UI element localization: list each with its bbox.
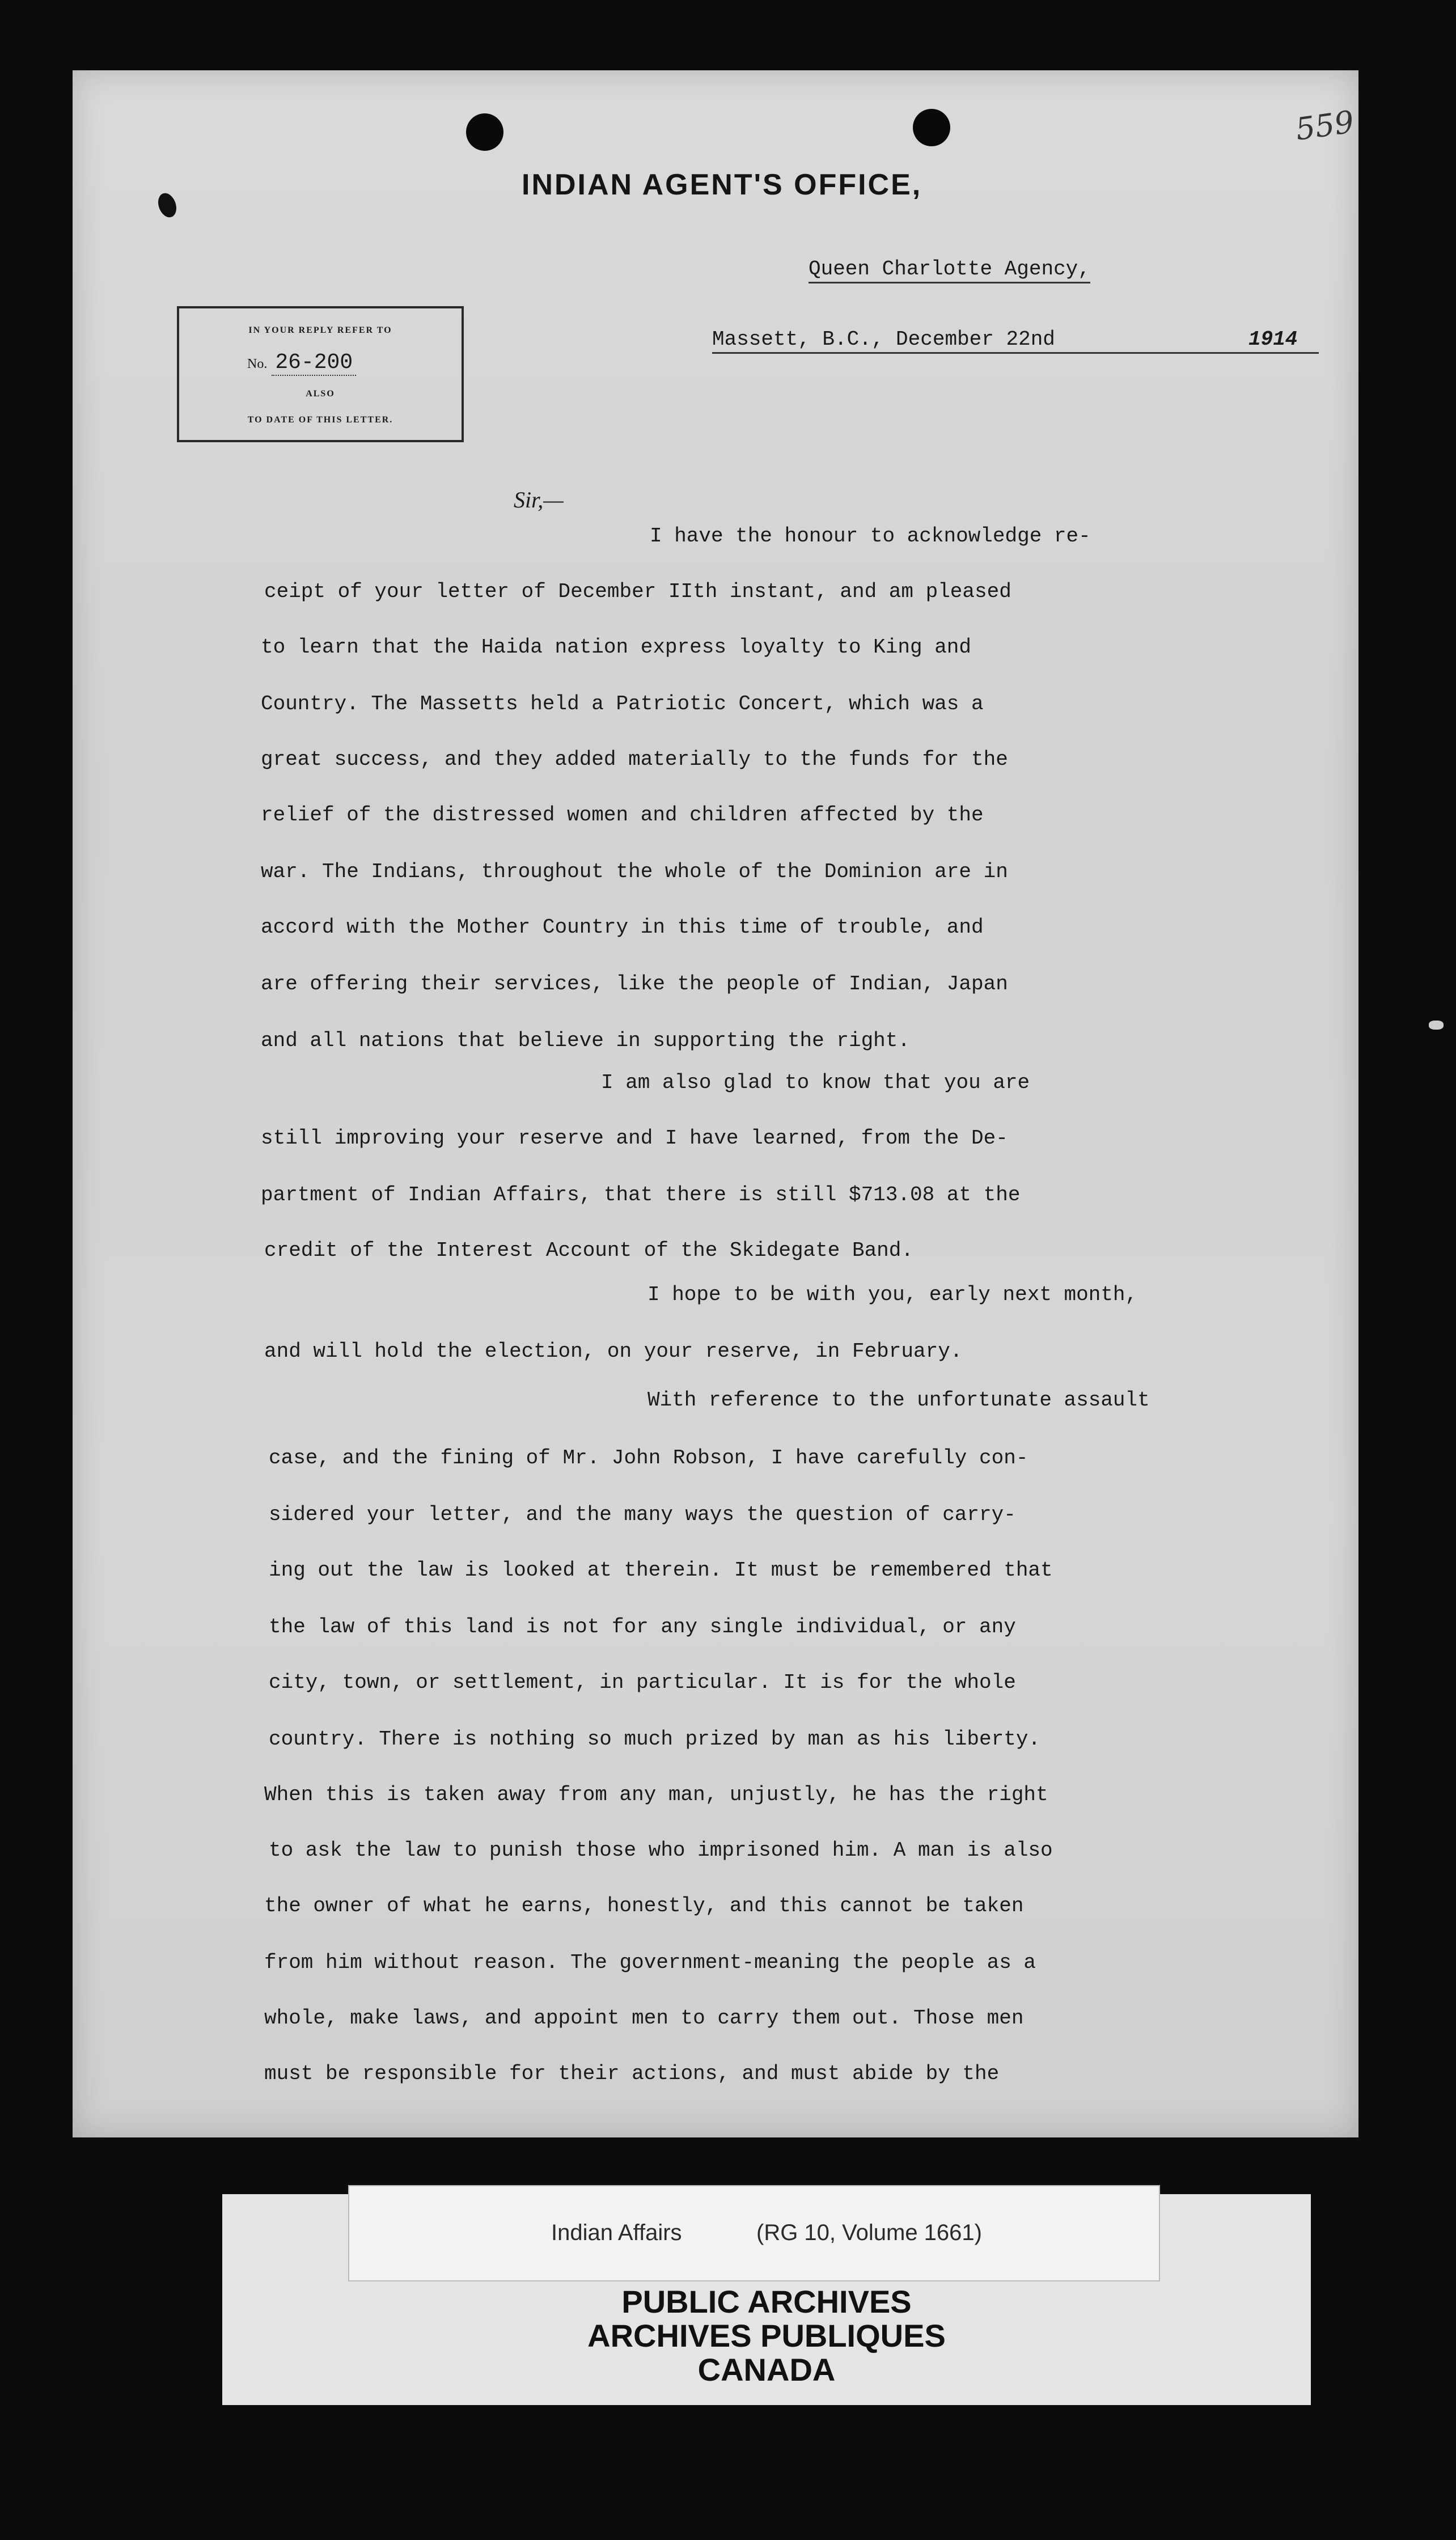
reference-number-value: 26-200 xyxy=(272,350,356,376)
body-line: ing out the law is looked at therein. It must be remembered that xyxy=(269,1559,1053,1582)
body-line: whole, make laws, and appoint men to carry them out. Those men xyxy=(264,2006,1024,2030)
body-line: the owner of what he earns, honestly, and this cannot be taken xyxy=(264,1894,1024,1917)
reference-box xyxy=(177,306,464,442)
body-line: to learn that the Haida nation express loyalty to King and xyxy=(261,636,972,659)
body-line: credit of the Interest Account of the Skidegate Band. xyxy=(264,1239,913,1262)
body-line: still improving your reserve and I have learned, from the De- xyxy=(261,1127,1008,1150)
body-line: relief of the distressed women and children affected by the xyxy=(261,803,984,827)
body-line: partment of Indian Affairs, that there is still $713.08 at the xyxy=(261,1183,1021,1206)
citation-label xyxy=(348,2185,1160,2281)
body-line: accord with the Mother Country in this time of trouble, and xyxy=(261,916,984,939)
body-line: ceipt of your letter of December IIth instant, and am pleased xyxy=(264,580,1011,603)
body-line: With reference to the unfortunate assault xyxy=(647,1388,1150,1412)
punch-hole xyxy=(913,109,950,146)
body-line: great success, and they added materially to the funds for the xyxy=(261,748,1008,771)
body-line: must be responsible for their actions, and must abide by the xyxy=(264,2062,1000,2085)
body-line: case, and the fining of Mr. John Robson, I have carefully con- xyxy=(269,1446,1028,1470)
reference-number xyxy=(247,350,356,375)
archives-line-1: PUBLIC ARCHIVES xyxy=(621,2284,912,2319)
citation-collection: Indian Affairs xyxy=(551,2220,682,2245)
body-line: are offering their services, like the people of Indian, Japan xyxy=(261,972,1008,996)
place-date: Massett, B.C., December 22nd xyxy=(712,328,1055,351)
body-line: I am also glad to know that you are xyxy=(601,1071,1030,1094)
archives-line-3: CANADA xyxy=(697,2352,836,2387)
film-speck xyxy=(1429,1021,1444,1030)
body-line: When this is taken away from any man, unjustly, he has the right xyxy=(264,1783,1048,1806)
archives-stamp xyxy=(222,2285,1311,2387)
body-line: and will hold the election, on your reserve, in February. xyxy=(264,1340,963,1363)
date-line xyxy=(712,328,1319,354)
punch-hole xyxy=(466,113,503,151)
page-number: 559 xyxy=(1293,104,1356,147)
body-line: I hope to be with you, early next month, xyxy=(647,1283,1138,1306)
reference-box-heading: IN YOUR REPLY REFER TO xyxy=(248,325,392,335)
body-line: sidered your letter, and the many ways the question of carry- xyxy=(269,1503,1016,1526)
salutation: Sir,— xyxy=(514,487,564,513)
body-line: from him without reason. The government-meaning the people as a xyxy=(264,1951,1036,1974)
body-line: city, town, or settlement, in particular. It is for the whole xyxy=(269,1671,1016,1694)
body-line: and all nations that believe in supporting the right. xyxy=(261,1029,910,1052)
reference-box-footer: TO DATE OF THIS LETTER. xyxy=(247,415,393,425)
archives-line-2: ARCHIVES PUBLIQUES xyxy=(587,2318,946,2353)
letterhead-title: INDIAN AGENT'S OFFICE, xyxy=(522,168,922,201)
date-year: 1914 xyxy=(1248,328,1298,351)
body-line: to ask the law to punish those who imprisoned him. A man is also xyxy=(269,1839,1053,1862)
reference-box-also: ALSO xyxy=(306,389,335,399)
agency-name: Queen Charlotte Agency, xyxy=(809,257,1090,283)
body-line: the law of this land is not for any single individual, or any xyxy=(269,1615,1016,1639)
citation-reference: (RG 10, Volume 1661) xyxy=(756,2220,982,2245)
body-line: war. The Indians, throughout the whole of the Dominion are in xyxy=(261,860,1008,883)
body-line: Country. The Massetts held a Patriotic Concert, which was a xyxy=(261,692,984,716)
body-line: country. There is nothing so much prized by man as his liberty. xyxy=(269,1728,1041,1751)
body-line: I have the honour to acknowledge re- xyxy=(650,524,1091,548)
reference-number-label: No. xyxy=(247,357,268,371)
